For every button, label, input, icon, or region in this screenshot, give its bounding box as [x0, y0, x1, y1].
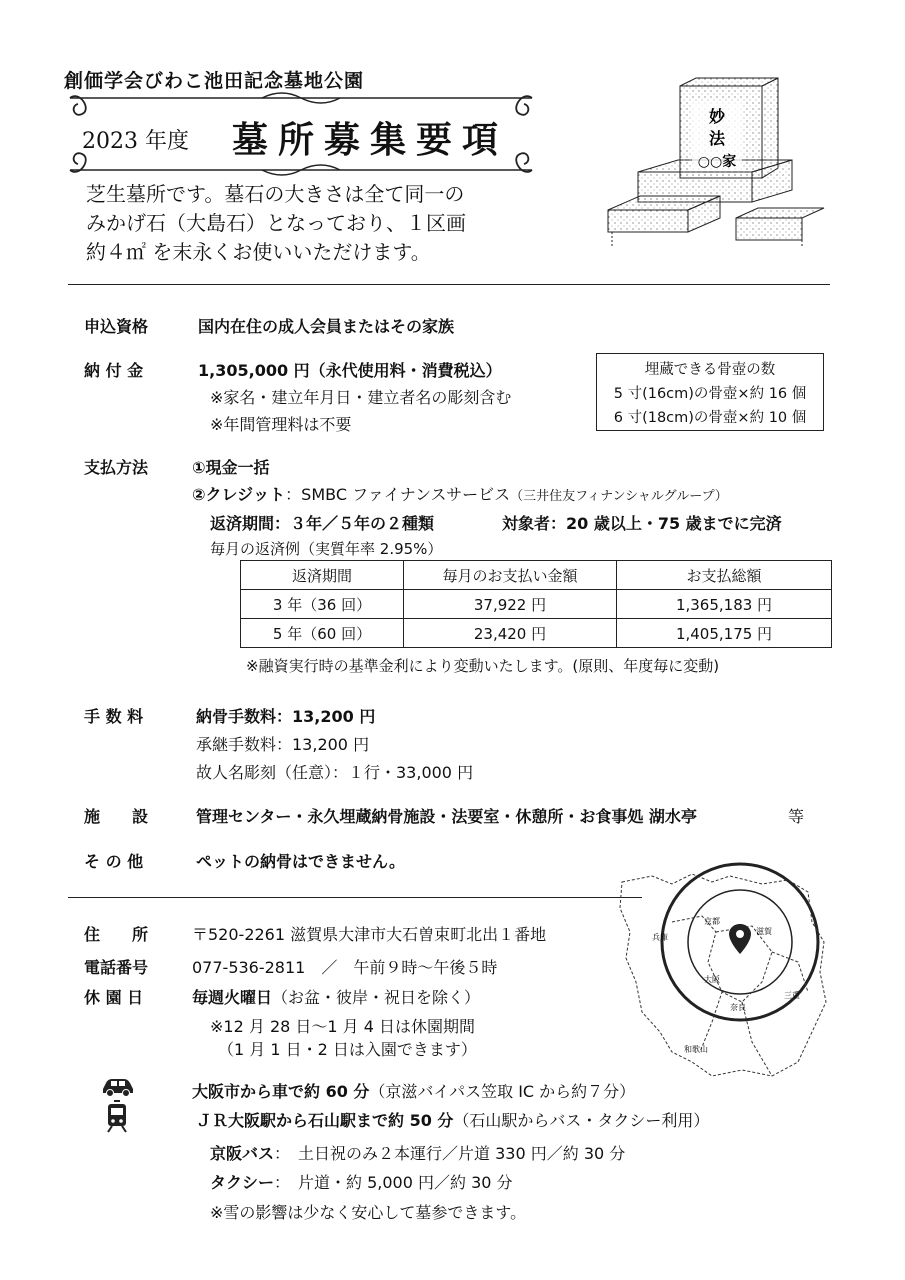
urn-capacity-box	[596, 353, 824, 431]
tombstone-family: ○○家	[697, 154, 737, 170]
closed-day: 毎週火曜日	[192, 988, 273, 1007]
address-label: 住 所	[84, 925, 149, 944]
table-cell: 5 年（60 回）	[241, 619, 404, 648]
map-label: 三重	[784, 991, 800, 1000]
organization-name: 創価学会びわこ池田記念墓地公園	[64, 70, 365, 92]
payment-method-label: 支払方法	[84, 458, 149, 477]
intro-line: 芝生墓所です。墓石の大きさは全て同一の	[86, 182, 465, 206]
phone-value: 077-536-2811 ／ 午前９時～午後５時	[192, 958, 498, 977]
car-time: 大阪市から車で約 60 分	[192, 1082, 370, 1101]
page-title: 墓所募集要項	[232, 119, 509, 161]
tombstone-char-2: 法	[708, 129, 726, 148]
table-header-row	[241, 561, 832, 590]
table-header: お支払総額	[617, 561, 832, 590]
other-value: ペットの納骨はできません。	[196, 852, 405, 871]
fiscal-year: 2023 年度	[82, 129, 189, 154]
car-icon	[100, 1075, 136, 1097]
payment-cash: ①現金一括	[192, 458, 270, 477]
address-value: 〒520-2261 滋賀県大津市大石曽束町北出１番地	[192, 925, 547, 944]
table-cell: 37,922 円	[404, 590, 617, 619]
table-cell: 23,420 円	[404, 619, 617, 648]
tombstone-illustration	[602, 72, 832, 250]
divider	[68, 897, 642, 898]
payment-amount-label: 納 付 金	[84, 361, 144, 380]
map-label: 兵庫	[652, 933, 668, 942]
closed-note-open: （1 月 1 日・2 日は入園できます）	[218, 1040, 477, 1059]
table-row	[241, 619, 832, 648]
credit-label: ②クレジット	[192, 485, 286, 504]
bus-detail: ： 土日祝のみ２本運行／片道 330 円／約 30 分	[274, 1144, 626, 1163]
repayment-table	[240, 560, 832, 648]
train-detail: （石山駅からバス・タクシー利用）	[453, 1111, 710, 1130]
train-icon	[105, 1100, 129, 1134]
tombstone-char-1: 妙	[708, 107, 726, 126]
taxi-label: タクシー	[210, 1173, 275, 1192]
map-label: 和歌山	[684, 1045, 708, 1054]
table-header: 返済期間	[241, 561, 404, 590]
credit-target: 対象者：20 歳以上・75 歳までに完済	[502, 514, 782, 533]
fee-succession: 承継手数料：13,200 円	[196, 735, 370, 754]
taxi-detail: ： 片道・約 5,000 円／約 30 分	[274, 1173, 513, 1192]
fee-burial: 納骨手数料：13,200 円	[196, 707, 376, 726]
closed-note-period: ※12 月 28 日～1 月 4 日は休園期間	[210, 1017, 476, 1036]
table-cell: 1,365,183 円	[617, 590, 832, 619]
payment-credit	[192, 482, 728, 505]
closed-label: 休 園 日	[84, 988, 144, 1007]
map-label: 京都	[704, 917, 720, 926]
eligibility-value: 国内在住の成人会員またはその家族	[198, 317, 455, 336]
divider	[68, 284, 830, 285]
location-pin-icon	[729, 924, 751, 954]
map-label: 大阪	[704, 975, 720, 984]
kansai-map	[612, 862, 838, 1084]
facilities-suffix: 等	[788, 807, 805, 826]
intro-text	[86, 180, 466, 267]
credit-company: ：SMBC ファイナンスサービス	[285, 485, 511, 504]
table-cell: 3 年（36 回）	[241, 590, 404, 619]
car-detail: （京滋バイパス笠取 IC から約７分）	[369, 1082, 636, 1101]
payment-note-management: ※年間管理料は不要	[210, 415, 352, 434]
snow-note: ※雪の影響は少なく安心して墓参できます。	[210, 1203, 527, 1222]
other-label: そ の 他	[84, 852, 144, 871]
fee-engraving: 故人名彫刻（任意）：１行・33,000 円	[196, 763, 474, 782]
map-label: 滋賀	[756, 927, 772, 936]
fees-label: 手 数 料	[84, 707, 144, 726]
table-row	[241, 590, 832, 619]
table-header: 毎月のお支払い金額	[404, 561, 617, 590]
closed-exceptions: （お盆・彼岸・祝日を除く）	[272, 988, 481, 1007]
urn-box-line: 6 寸(18cm)の骨壺×約 10 個	[613, 410, 807, 426]
rate-note: ※融資実行時の基準金利により変動いたします。(原則、年度毎に変動)	[246, 657, 720, 675]
access-car	[192, 1079, 635, 1102]
facilities-label: 施 設	[84, 807, 149, 826]
phone-label: 電話番号	[84, 958, 149, 977]
intro-line: 約４㎡ を末永くお使いいただけます。	[86, 240, 431, 264]
repayment-example-title: 毎月の返済例（実質年率 2.95%）	[210, 540, 443, 558]
intro-line: みかげ石（大島石）となっており、１区画	[86, 211, 466, 235]
table-cell: 1,405,175 円	[617, 619, 832, 648]
closed-value	[192, 985, 480, 1008]
bus-label: 京阪バス	[210, 1144, 275, 1163]
urn-box-line: 5 寸(16cm)の骨壺×約 16 個	[613, 386, 807, 402]
facilities-value: 管理センター・永久埋蔵納骨施設・法要室・休憩所・お食事処 湖水亭	[196, 807, 697, 826]
payment-amount-value: 1,305,000 円（永代使用料・消費税込）	[198, 361, 502, 380]
map-label: 奈良	[730, 1003, 746, 1012]
credit-group: （三井住友フィナンシャルグループ）	[510, 489, 728, 504]
urn-box-title: 埋蔵できる骨壺の数	[644, 362, 776, 378]
credit-period: 返済期間：３年／５年の２種類	[210, 514, 435, 533]
train-time: ＪＲ大阪駅から石山駅まで約 50 分	[196, 1111, 454, 1130]
access-train	[196, 1108, 709, 1131]
eligibility-label: 申込資格	[84, 317, 149, 336]
access-bus	[210, 1141, 625, 1164]
access-taxi	[210, 1170, 513, 1193]
payment-note-engraving: ※家名・建立年月日・建立者名の彫刻含む	[210, 388, 512, 407]
